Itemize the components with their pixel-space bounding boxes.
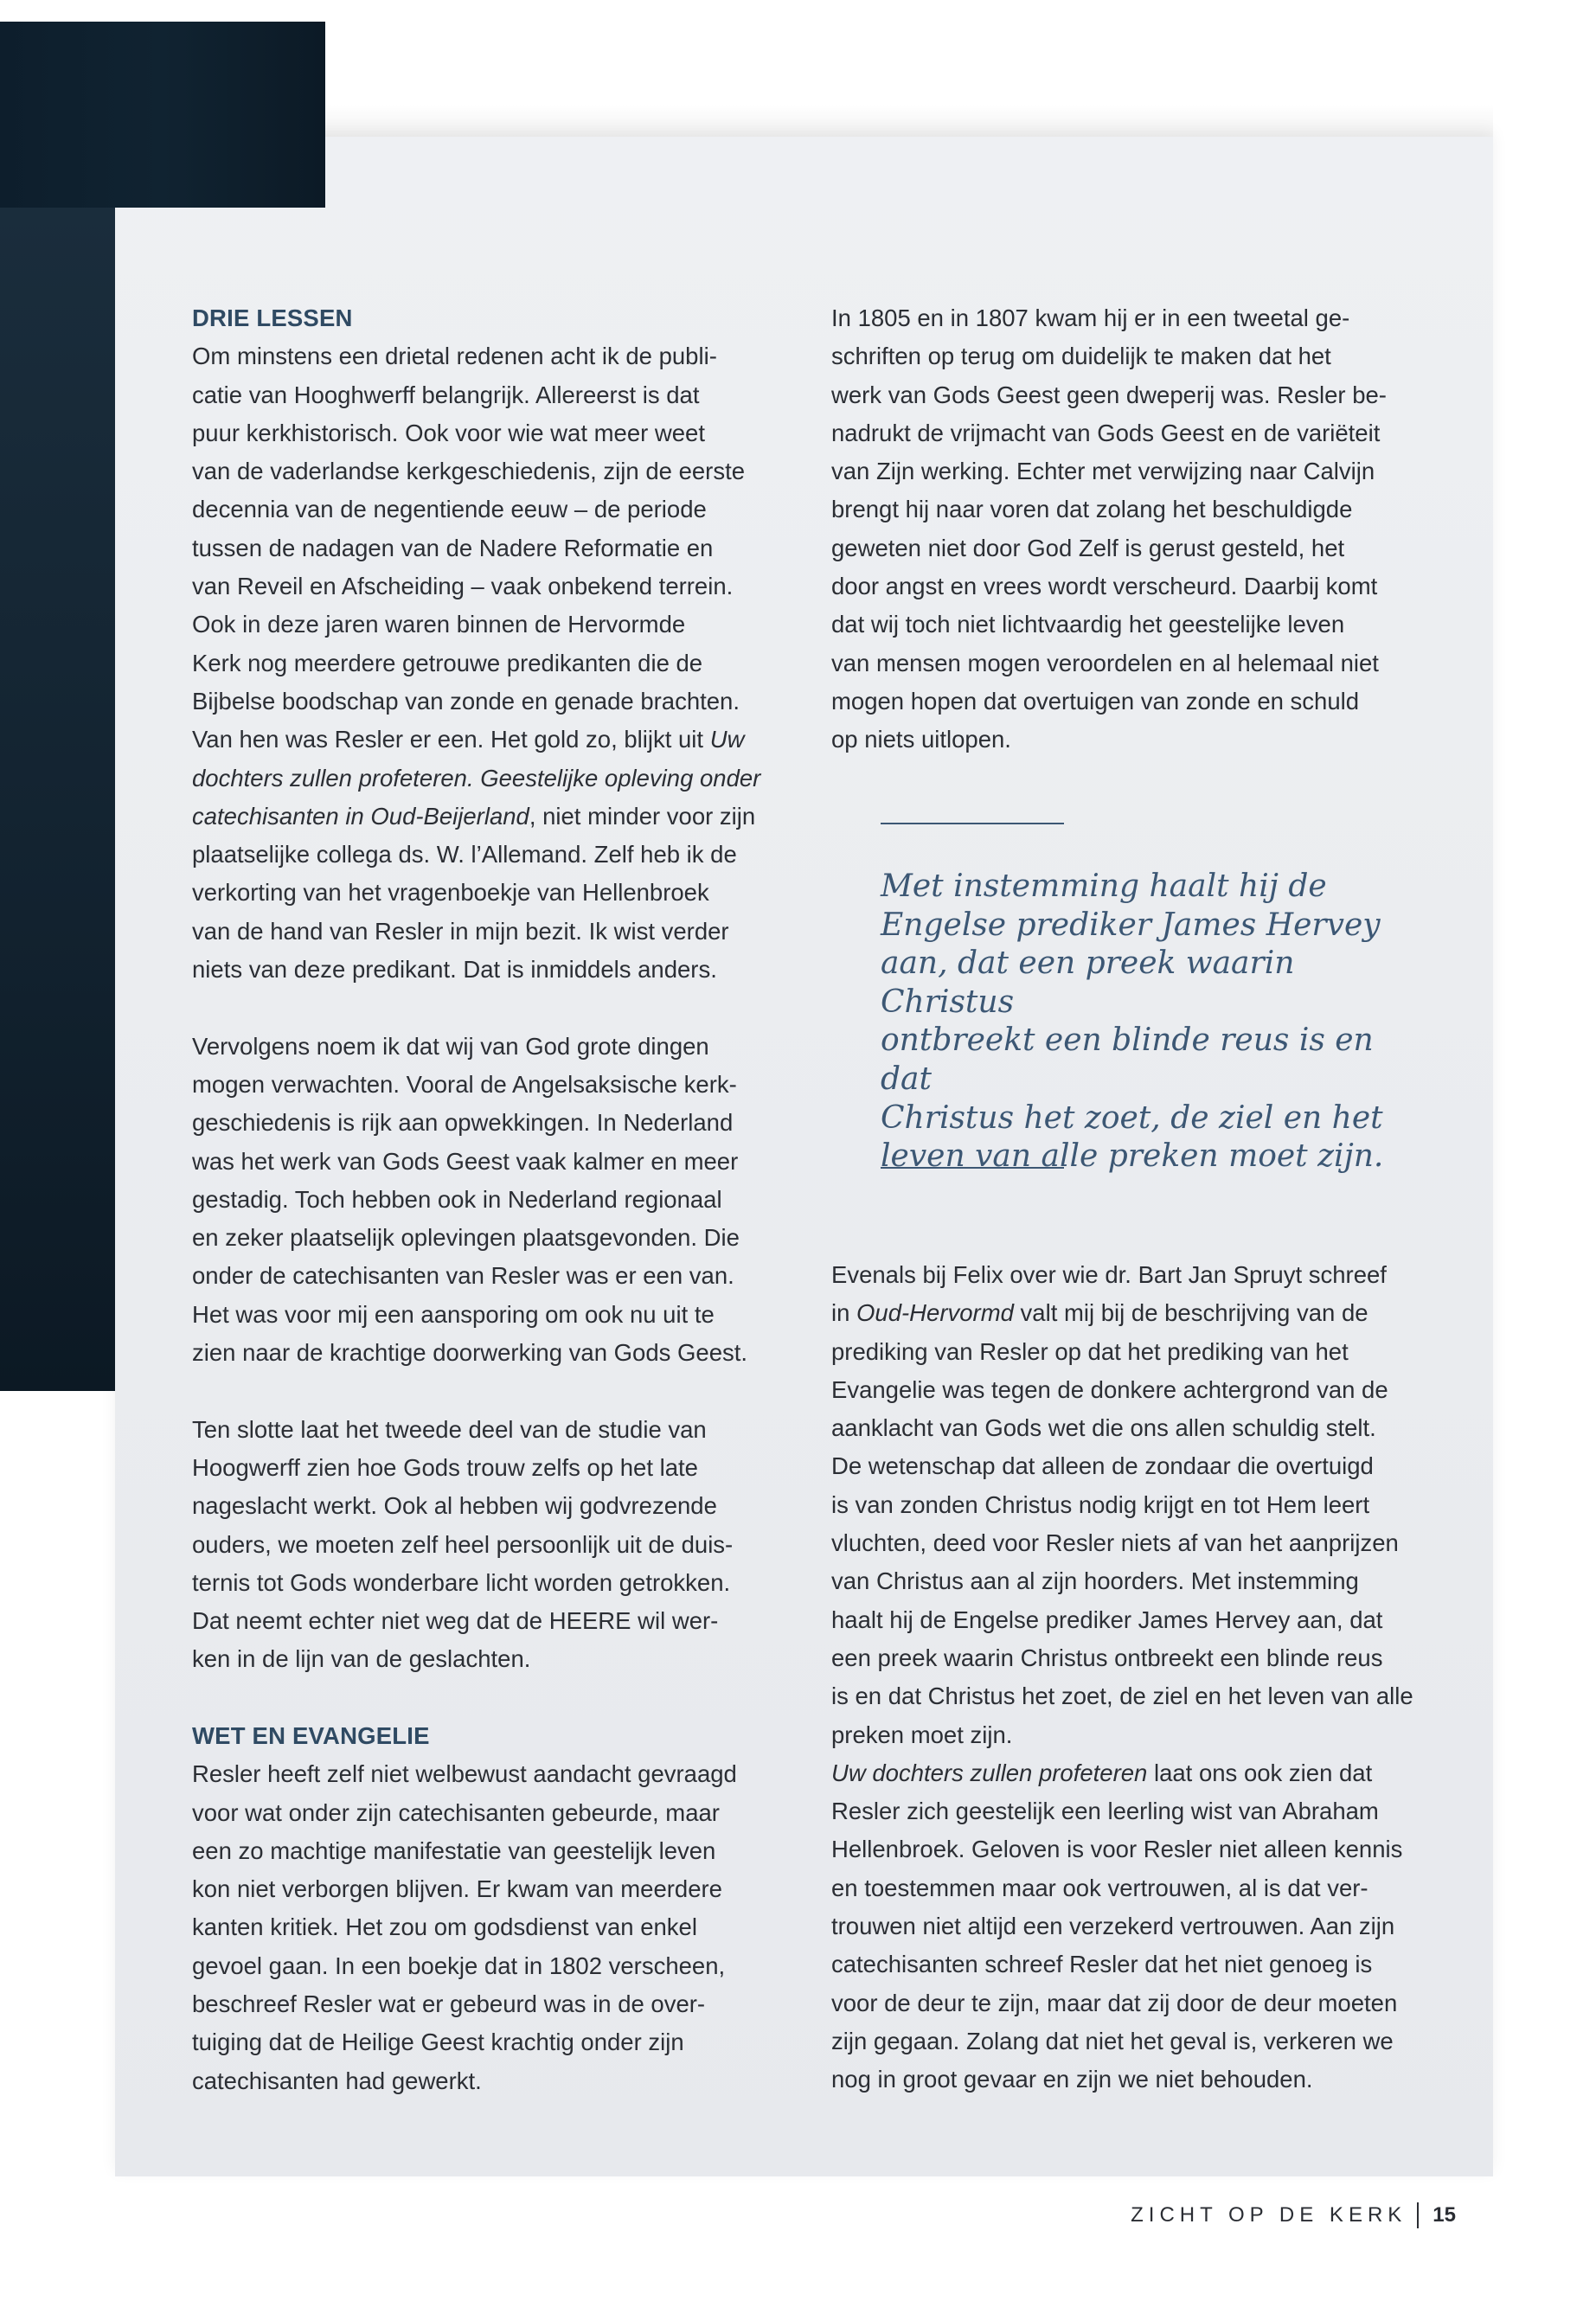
text-line: plaatselijke collega ds. W. l’Allemand. Zelf heb ik de [192,841,737,868]
paragraph-gap [192,1679,798,1717]
panel-shadow [325,104,1493,137]
text-line: Het was voor mij een aansporing om ook nu uit te [192,1300,715,1328]
text-line: Ten slotte laat het tweede deel van de studie van [192,1415,707,1443]
text-line: voor wat onder zijn catechisanten gebeurde, maar [192,1798,720,1826]
text-line: was het werk van Gods Geest vaak kalmer en meer [192,1147,739,1175]
pullquote-line: Engelse prediker James Hervey [881,907,1381,943]
text-run: laat ons ook zien dat [1147,1759,1373,1786]
pullquote-line: leven van alle preken moet zijn. [881,1138,1384,1175]
section-heading-wet-en-evangelie: WET EN EVANGELIE [192,1721,430,1749]
text-line: Ook in deze jaren waren binnen de Hervormde [192,611,686,638]
text-line: door angst en vrees wordt verscheurd. Daarbij komt [831,573,1378,600]
text-line: gevoel gaan. In een boekje dat in 1802 verscheen, [192,1952,726,1979]
section-heading-drie-lessen: DRIE LESSEN [192,304,353,331]
text-line: niets van deze predikant. Dat is inmiddels anders. [192,956,717,984]
text-line [192,798,798,836]
pullquote-rule-top [881,823,1064,824]
text-line: voor de deur te zijn, maar dat zij door de deur moeten [831,1989,1398,2016]
text-line: van Reveil en Afscheiding – vaak onbekend terrein. [192,573,734,600]
pullquote-line: aan, dat een preek waarin Christus [881,945,1295,1020]
magazine-name: ZICHT OP DE KERK [1131,2203,1407,2227]
text-line: vluchten, deed voor Resler niets af van het aanprijzen [831,1529,1399,1557]
text-line: zijn gegaan. Zolang dat niet het geval is, verkeren we [831,2027,1394,2054]
side-photo-strip [0,208,115,1391]
pullquote-rule-bottom [881,1167,1064,1169]
magazine-title-italic: Oud-Hervormd [856,1299,1014,1327]
text-line: een zo machtige manifestatie van geestelijk leven [192,1836,716,1864]
paragraph-2 [192,1028,798,1373]
page-footer [1131,2198,1456,2233]
text-line: kon niet verborgen blijven. Er kwam van meerdere [192,1875,722,1903]
paragraph-4 [192,1755,798,2100]
text-line: catechisanten schreef Resler dat het niet genoeg is [831,1951,1373,1978]
paragraph-3 [192,1411,798,1679]
text-line: Hellenbroek. Geloven is voor Resler niet alleen kennis [831,1836,1403,1863]
text-line: ouders, we moeten zelf heel persoonlijk uit de duis- [192,1530,734,1558]
text-line: Evenals bij Felix over wie dr. Bart Jan Spruyt schreef [831,1261,1387,1288]
text-line: en zeker plaatselijk oplevingen plaatsgevonden. Die [192,1224,740,1252]
text-line: Kerk nog meerdere getrouwe predikanten die de [192,649,703,676]
text-line [831,1754,1437,1792]
text-line: catechisanten had gewerkt. [192,2067,482,2094]
text-line: nog in groot gevaar en zijn we niet behouden. [831,2066,1313,2093]
text-line: gestadig. Toch hebben ook in Nederland regionaal [192,1185,722,1213]
text-line: verkorting van het vragenboekje van Hellenbroek [192,879,709,907]
text-line: van Christus aan al zijn hoorders. Met instemming [831,1567,1359,1595]
text-line: op niets uitlopen. [831,726,1011,753]
text-line: mogen verwachten. Vooral de Angelsaksische kerk- [192,1070,737,1098]
text-line: van de hand van Resler in mijn bezit. Ik wist verder [192,917,729,945]
text-line: Om minstens een drietal redenen acht ik de publi- [192,343,717,370]
pullquote-line: Met instemming haalt hij de [881,868,1327,904]
left-column [192,299,798,2100]
book-title-italic: dochters zullen profeteren. Geestelijke opleving onder [192,764,761,792]
text-line: schriften op terug om duidelijk te maken dat het [831,343,1331,370]
text-line: In 1805 en in 1807 kwam hij er in een tweetal ge- [831,304,1350,331]
text-line: nageslacht werkt. Ook al hebben wij godvrezende [192,1492,717,1520]
text-line: ken in de lijn van de geslachten. [192,1645,531,1673]
text-line: catie van Hooghwerff belangrijk. Allereerst is dat [192,381,700,408]
text-line [192,721,798,759]
text-line: beschreef Resler wat er gebeurd was in de over- [192,1990,706,2018]
text-line: en toestemmen maar ook vertrouwen, al is dat ver- [831,1874,1368,1901]
page-number: 15 [1433,2203,1456,2227]
text-line: aanklacht van Gods wet die ons allen schuldig stelt. [831,1414,1376,1442]
header-photo-block [0,22,325,208]
footer-divider [1417,2202,1419,2228]
book-title-italic: Uw [709,726,745,753]
text-line: puur kerkhistorisch. Ook voor wie wat meer weet [192,419,705,446]
text-line: De wetenschap dat alleen de zondaar die overtuigd [831,1452,1374,1480]
book-title-italic: catechisanten in Oud-Beijerland [192,802,529,830]
book-title-italic: Uw dochters zullen profeteren [831,1759,1148,1786]
text-run: , niet minder voor zijn [529,802,756,830]
text-line: is en dat Christus het zoet, de ziel en het leven van alle [831,1682,1413,1710]
text-run: Van hen was Resler er een. Het gold zo, blijkt uit [192,726,710,753]
text-line: tussen de nadagen van de Nadere Reformatie en [192,534,714,561]
text-line: van Zijn werking. Echter met verwijzing naar Calvijn [831,458,1375,485]
text-line: geschiedenis is rijk aan opwekkingen. In Nederland [192,1109,734,1137]
paragraph-gap [192,1372,798,1410]
text-line: Resler heeft zelf niet welbewust aandacht gevraagd [192,1760,737,1788]
text-run: valt mij bij de beschrijving van de [1013,1299,1368,1327]
text-line: onder de catechisanten van Resler was er een van. [192,1262,734,1290]
text-line: dat wij toch niet lichtvaardig het geestelijke leven [831,611,1345,638]
text-line: kanten kritiek. Het zou om godsdienst van enkel [192,1913,697,1941]
text-line: van mensen mogen veroordelen en al helemaal niet [831,649,1379,676]
pullquote [881,868,1417,1176]
text-line: is van zonden Christus nodig krijgt en tot Hem leert [831,1490,1370,1518]
text-line: een preek waarin Christus ontbreekt een blinde reus [831,1644,1383,1671]
text-line: zien naar de krachtige doorwerking van Gods Geest. [192,1339,748,1367]
text-line: van de vaderlandse kerkgeschiedenis, zijn de eerste [192,458,745,485]
text-line: tuiging dat de Heilige Geest krachtig onder zijn [192,2029,684,2056]
text-line: Vervolgens noem ik dat wij van God grote dingen [192,1032,709,1060]
paragraph-gap [192,989,798,1027]
text-line: brengt hij naar voren dat zolang het beschuldigde [831,496,1353,523]
text-run: in [831,1299,857,1327]
text-line: Hoogwerff zien hoe Gods trouw zelfs op het late [192,1453,698,1481]
text-line: mogen hopen dat overtuigen van zonde en schuld [831,687,1360,715]
text-line: Evangelie was tegen de donkere achtergrond van de [831,1375,1388,1403]
text-line: ternis tot Gods wonderbare licht worden getrokken. [192,1568,731,1596]
text-line [831,1294,1437,1332]
text-line: trouwen niet altijd een verzekerd vertrouwen. Aan zijn [831,1913,1395,1940]
text-line: decennia van de negentiende eeuw – de periode [192,496,707,523]
text-line: werk van Gods Geest geen dweperij was. Resler be- [831,381,1387,408]
text-line: prediking van Resler op dat het prediking van het [831,1337,1349,1365]
paragraph-1 [192,337,798,989]
text-line: Bijbelse boodschap van zonde en genade brachten. [192,687,740,715]
text-line: haalt hij de Engelse prediker James Hervey aan, dat [831,1606,1383,1633]
pullquote-line: Christus het zoet, de ziel en het [881,1099,1383,1136]
text-line: nadrukt de vrijmacht van Gods Geest en de variëteit [831,419,1381,446]
right-column-bottom [831,1256,1437,2099]
text-line: Dat neemt echter niet weg dat de HEERE wil wer- [192,1607,719,1635]
text-line: preken moet zijn. [831,1721,1013,1748]
text-line: Resler zich geestelijk een leerling wist van Abraham [831,1798,1379,1825]
pullquote-line: ontbreekt een blinde reus is en dat [881,1022,1374,1097]
text-line: geweten niet door God Zelf is gerust gesteld, het [831,534,1345,561]
right-column-top [831,299,1437,760]
